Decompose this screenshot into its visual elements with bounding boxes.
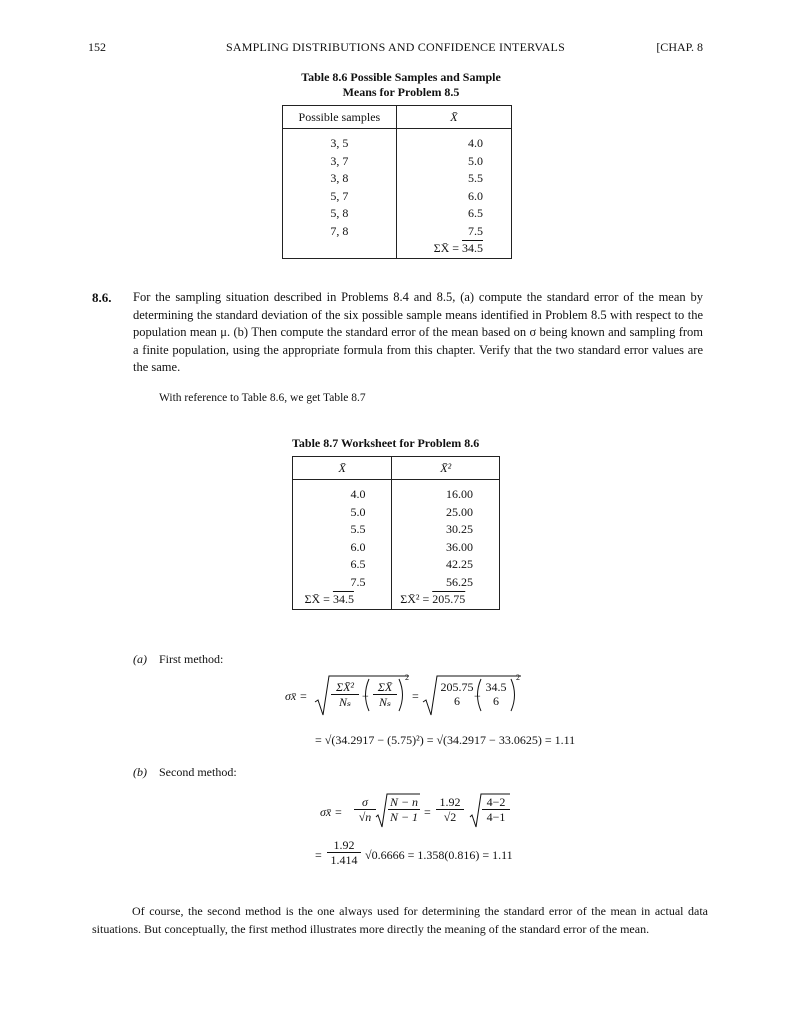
table-row bbox=[293, 556, 500, 574]
first-method-result: = √(34.2917 − (5.75)²) = √(34.2917 − 33.0625) = 1.11 bbox=[315, 733, 576, 747]
denominator: N − 1 bbox=[389, 810, 419, 824]
mean-cell: 5.0 bbox=[396, 153, 511, 171]
table-row bbox=[293, 574, 500, 592]
table-row bbox=[283, 153, 512, 171]
fraction-sum-x2-over-ns bbox=[331, 680, 359, 710]
numerator: σ bbox=[354, 795, 376, 810]
sigma-xbar-lhs: σx̄ = bbox=[285, 689, 308, 703]
equals-sign: = bbox=[315, 848, 322, 862]
running-title: SAMPLING DISTRIBUTIONS AND CONFIDENCE INTERVALS bbox=[226, 40, 565, 54]
x2-cell: 42.25 bbox=[392, 556, 500, 574]
col-header-sample-mean bbox=[396, 106, 511, 129]
sample-mean-symbol: X̄ bbox=[450, 109, 458, 124]
sum-value: 34.5 bbox=[462, 241, 483, 255]
table-row bbox=[293, 480, 500, 504]
denominator: √2 bbox=[443, 810, 457, 824]
minus-sign: − bbox=[362, 689, 369, 703]
x-bar-symbol: X̄ bbox=[338, 460, 346, 475]
sum-x2-label: ΣX̄² = bbox=[400, 592, 430, 606]
equals-sign: = bbox=[424, 805, 431, 819]
table-8-6 bbox=[282, 105, 512, 259]
table-8-6-caption-line2: Means for Problem 8.5 bbox=[342, 85, 460, 99]
denominator: Nₛ bbox=[338, 695, 352, 709]
sample-cell: 3, 7 bbox=[330, 153, 349, 168]
first-method-equation: σx̄ = $\frac{\text{ΣX̄²}}{\text{Nₛ}}$ − $\frac{\Sigma X̄}{\text{Nₛ}}$ 2 = 205.75 6 − 34.5 6 2 bbox=[285, 674, 545, 718]
numerator: 205.75 bbox=[440, 680, 474, 694]
table-8-6-caption bbox=[282, 70, 520, 100]
x2-cell: 36.00 bbox=[392, 539, 500, 557]
col-header-x-bar-squared bbox=[392, 457, 500, 480]
col-header-x-bar bbox=[293, 457, 392, 480]
x2-cell: 25.00 bbox=[392, 504, 500, 522]
x-cell: 7.5 bbox=[350, 574, 366, 589]
table-header-row bbox=[293, 457, 500, 480]
sum-row bbox=[283, 240, 512, 258]
numerator: 1.92 bbox=[327, 838, 361, 853]
numerator: ΣX̄ bbox=[373, 680, 397, 695]
x-cell: 6.0 bbox=[350, 539, 366, 554]
numerator: 1.92 bbox=[436, 795, 464, 810]
x-cell: 5.0 bbox=[350, 504, 366, 519]
sum-x2-cell bbox=[392, 591, 500, 609]
x-cell: 5.5 bbox=[350, 522, 366, 536]
equals-sign: = bbox=[412, 689, 419, 703]
fraction-sum-x-over-ns bbox=[373, 680, 397, 710]
sum-x2-value: 205.75 bbox=[432, 592, 466, 606]
x-cell: 6.5 bbox=[350, 557, 366, 571]
closing-text: Of course, the second method is the one always used for determining the standard error of the mean in actual data situations. But conceptually, the first method illustrates more directly the meaning of the standard error of the mean. bbox=[92, 904, 708, 936]
problem-number: 8.6. bbox=[92, 290, 112, 305]
denominator: 6 bbox=[454, 694, 460, 708]
part-b-title: Second method: bbox=[159, 765, 237, 779]
denominator: Nₛ bbox=[378, 695, 392, 709]
mean-cell: 6.5 bbox=[396, 205, 511, 223]
sample-cell: 3, 8 bbox=[330, 171, 349, 185]
table-row bbox=[283, 129, 512, 153]
denominator: √n bbox=[358, 810, 372, 824]
table-8-6-caption-line1: Table 8.6 Possible Samples and Sample bbox=[301, 70, 501, 84]
fraction-34-5-over-6 bbox=[483, 680, 509, 709]
mean-cell: 4.0 bbox=[396, 129, 511, 153]
x2-cell: 16.00 bbox=[392, 480, 500, 504]
fraction-fpc-values bbox=[482, 795, 510, 825]
mean-cell: 7.5 bbox=[396, 223, 511, 241]
reference-text: With reference to Table 8.6, we get Table 8.7 bbox=[159, 392, 366, 404]
table-header-row bbox=[283, 106, 512, 129]
sum-label: ΣX̄ = bbox=[433, 241, 459, 255]
closing-paragraph bbox=[92, 902, 708, 938]
table-8-7 bbox=[292, 456, 500, 610]
sum-x-cell bbox=[293, 591, 392, 609]
mean-cell: 5.5 bbox=[396, 170, 511, 188]
denominator: 6 bbox=[493, 694, 499, 708]
sum-cell bbox=[396, 240, 511, 258]
table-row bbox=[293, 504, 500, 522]
paren-right bbox=[399, 679, 403, 711]
part-b-letter: (b) bbox=[133, 765, 147, 779]
sigma-xbar-lhs: σx̄ = bbox=[320, 805, 343, 819]
sample-cell: 7, 8 bbox=[330, 223, 349, 238]
sample-cell: 5, 7 bbox=[330, 188, 349, 203]
table-row bbox=[283, 223, 512, 241]
second-method-result bbox=[315, 838, 575, 868]
x-bar-squared-symbol: X̄² bbox=[440, 460, 452, 475]
table-8-7-caption: Table 8.7 Worksheet for Problem 8.6 bbox=[292, 436, 480, 450]
table-row bbox=[293, 521, 500, 539]
part-a-title: First method: bbox=[159, 652, 224, 666]
sample-cell: 5, 8 bbox=[330, 206, 349, 220]
part-a-letter: (a) bbox=[133, 652, 147, 666]
sum-x-value: 34.5 bbox=[332, 592, 354, 606]
numerator: 4−2 bbox=[482, 795, 510, 810]
x2-cell: 30.25 bbox=[392, 521, 500, 539]
fraction-1-92-over-root-2 bbox=[436, 795, 464, 825]
second-method-result-value: √0.6666 = 1.358(0.816) = 1.11 bbox=[365, 848, 513, 862]
sum-row bbox=[293, 591, 500, 609]
problem-text: For the sampling situation described in Problems 8.4 and 8.5, (a) compute the standard error of the mean by determining the standard deviation of the six possible sample means identified in Problem 8.5 with respect to the population mean μ. (b) Then compute the standard error of the mean based on σ being known and sampling from a finite population, using the appropriate formula from this chapter. Verify that the two standard error values are the same. bbox=[133, 290, 703, 374]
part-b-label bbox=[133, 765, 237, 780]
fraction-1-92-over-1-414 bbox=[327, 838, 361, 868]
part-a-label bbox=[133, 652, 223, 667]
minus-sign: − bbox=[474, 689, 481, 703]
numerator: ΣX̄² bbox=[331, 680, 359, 695]
denominator: 4−1 bbox=[486, 810, 506, 824]
fraction-205-75-over-6 bbox=[438, 680, 476, 709]
sample-cell: 3, 5 bbox=[330, 136, 349, 150]
col-header-possible-samples: Possible samples bbox=[283, 106, 397, 129]
page-number: 152 bbox=[88, 40, 106, 54]
second-method-equation bbox=[320, 793, 520, 829]
chapter-label: [CHAP. 8 bbox=[656, 40, 703, 54]
numerator: 34.5 bbox=[485, 680, 507, 694]
table-row bbox=[293, 539, 500, 557]
fraction-fpc bbox=[388, 795, 420, 825]
sum-x-label: ΣX̄ = bbox=[304, 592, 330, 606]
paren-right bbox=[511, 679, 515, 711]
table-row bbox=[283, 205, 512, 223]
x2-cell: 56.25 bbox=[392, 574, 500, 592]
table-row bbox=[283, 188, 512, 206]
mean-cell: 6.0 bbox=[396, 188, 511, 206]
table-row bbox=[283, 170, 512, 188]
numerator: N − n bbox=[389, 795, 419, 809]
x-cell: 4.0 bbox=[350, 487, 366, 501]
denominator: 1.414 bbox=[330, 853, 358, 867]
fraction-sigma-over-root-n bbox=[354, 795, 376, 825]
